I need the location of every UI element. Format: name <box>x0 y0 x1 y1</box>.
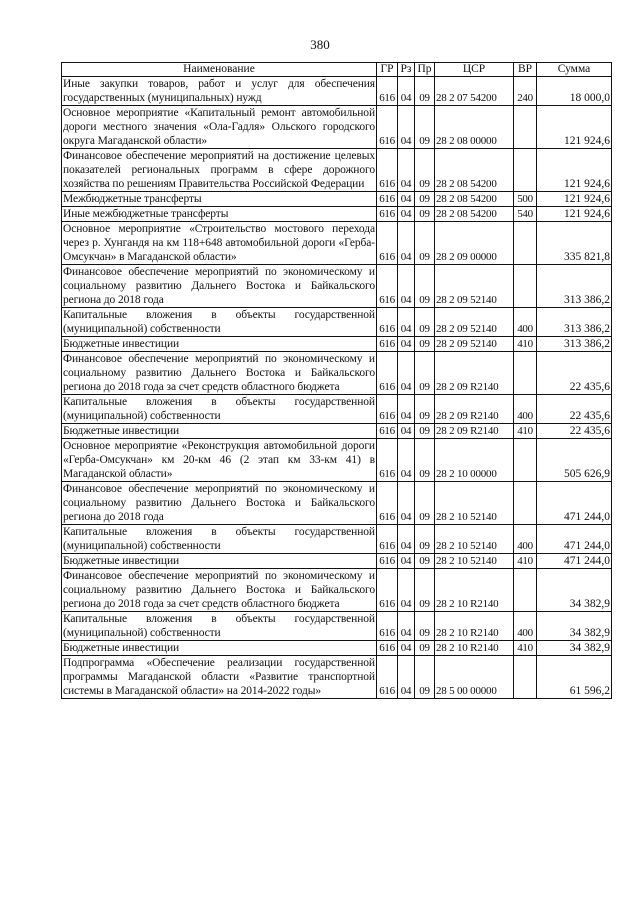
cell-name: Бюджетные инвестиции <box>62 424 377 439</box>
table-row <box>62 612 612 641</box>
budget-table <box>61 62 612 699</box>
cell-rz: 04 <box>398 395 415 424</box>
cell-gr: 616 <box>377 641 398 656</box>
cell-sum: 471 244,0 <box>537 525 612 554</box>
cell-name: Финансовое обеспечение мероприятий по экономическому и социальному развитию Дальнего Востока и Байкальского региона до 2018 года <box>63 483 375 523</box>
cell-vr <box>514 439 537 482</box>
cell-pr: 09 <box>415 641 435 656</box>
cell-vr <box>514 265 537 308</box>
table-row <box>62 265 612 308</box>
cell-sum: 471 244,0 <box>537 554 612 569</box>
cell-gr: 616 <box>377 352 398 395</box>
cell-sum: 313 386,2 <box>537 308 612 337</box>
cell-name: Капитальные вложения в объекты государственной (муниципальной) собственности <box>63 613 375 639</box>
cell-name: Финансовое обеспечение мероприятий на достижение целевых показателей региональных программ в сфере дорожного хозяйства по решениям Правительства Российской Федерации <box>63 150 375 190</box>
cell-sum: 121 924,6 <box>537 106 612 149</box>
cell-csr: 28 5 00 00000 <box>435 656 514 699</box>
cell-rz: 04 <box>398 656 415 699</box>
cell-pr: 09 <box>415 569 435 612</box>
cell-gr: 616 <box>377 308 398 337</box>
cell-pr: 09 <box>415 424 435 439</box>
table-body <box>62 77 612 699</box>
cell-name: Финансовое обеспечение мероприятий по экономическому и социальному развитию Дальнего Востока и Байкальского региона до 2018 года за счет средств областного бюджета <box>63 353 375 393</box>
cell-vr <box>514 656 537 699</box>
cell-pr: 09 <box>415 656 435 699</box>
cell-pr: 09 <box>415 149 435 192</box>
table-row <box>62 77 612 106</box>
cell-vr: 240 <box>514 77 537 106</box>
cell-csr: 28 2 09 00000 <box>435 222 514 265</box>
cell-csr: 28 2 10 52140 <box>435 482 514 525</box>
cell-rz: 04 <box>398 612 415 641</box>
cell-rz: 04 <box>398 308 415 337</box>
cell-rz: 04 <box>398 222 415 265</box>
cell-sum: 18 000,0 <box>537 77 612 106</box>
cell-name: Капитальные вложения в объекты государственной (муниципальной) собственности <box>63 526 375 552</box>
cell-csr: 28 2 09 R2140 <box>435 395 514 424</box>
table-row <box>62 192 612 207</box>
cell-pr: 09 <box>415 207 435 222</box>
table-row <box>62 554 612 569</box>
cell-sum: 121 924,6 <box>537 192 612 207</box>
cell-gr: 616 <box>377 569 398 612</box>
cell-name: Основное мероприятие «Реконструкция автомобильной дороги «Герба-Омсукчан» км 20-км 46 (2 этап км 33-км 41) в Магаданской области» <box>63 440 375 480</box>
cell-csr: 28 2 07 54200 <box>435 77 514 106</box>
cell-pr: 09 <box>415 192 435 207</box>
table-row <box>62 569 612 612</box>
cell-vr: 410 <box>514 337 537 352</box>
cell-pr: 09 <box>415 395 435 424</box>
cell-gr: 616 <box>377 149 398 192</box>
cell-vr: 410 <box>514 424 537 439</box>
cell-vr <box>514 482 537 525</box>
cell-pr: 09 <box>415 106 435 149</box>
cell-csr: 28 2 09 52140 <box>435 308 514 337</box>
cell-gr: 616 <box>377 265 398 308</box>
cell-sum: 121 924,6 <box>537 149 612 192</box>
cell-vr <box>514 222 537 265</box>
cell-rz: 04 <box>398 77 415 106</box>
cell-csr: 28 2 10 R2140 <box>435 569 514 612</box>
cell-vr <box>514 569 537 612</box>
cell-csr: 28 2 08 54200 <box>435 149 514 192</box>
table-row <box>62 424 612 439</box>
cell-name: Финансовое обеспечение мероприятий по экономическому и социальному развитию Дальнего Востока и Байкальского региона до 2018 года за счет средств областного бюджета <box>63 570 375 610</box>
cell-name: Бюджетные инвестиции <box>62 337 377 352</box>
cell-sum: 335 821,8 <box>537 222 612 265</box>
cell-name: Финансовое обеспечение мероприятий по экономическому и социальному развитию Дальнего Востока и Байкальского региона до 2018 года <box>63 266 375 306</box>
cell-vr: 410 <box>514 554 537 569</box>
table-row <box>62 352 612 395</box>
table-row <box>62 222 612 265</box>
cell-rz: 04 <box>398 265 415 308</box>
cell-sum: 505 626,9 <box>537 439 612 482</box>
cell-pr: 09 <box>415 352 435 395</box>
cell-vr <box>514 106 537 149</box>
cell-sum: 22 435,6 <box>537 352 612 395</box>
cell-sum: 34 382,9 <box>537 641 612 656</box>
cell-gr: 616 <box>377 612 398 641</box>
cell-rz: 04 <box>398 337 415 352</box>
header-rz: Рз <box>398 63 415 77</box>
cell-sum: 313 386,2 <box>537 265 612 308</box>
table-row <box>62 308 612 337</box>
cell-vr: 540 <box>514 207 537 222</box>
cell-csr: 28 2 10 R2140 <box>435 612 514 641</box>
cell-pr: 09 <box>415 612 435 641</box>
table-row <box>62 207 612 222</box>
cell-name: Основное мероприятие «Капитальный ремонт автомобильной дороги местного значения «Ола-Гадля» Ольского городского округа Магаданской области» <box>63 107 375 147</box>
cell-csr: 28 2 09 R2140 <box>435 424 514 439</box>
cell-name: Межбюджетные трансферты <box>62 192 377 207</box>
cell-sum: 61 596,2 <box>537 656 612 699</box>
cell-vr: 500 <box>514 192 537 207</box>
header-vr: ВР <box>514 63 537 77</box>
header-pr: Пр <box>415 63 435 77</box>
cell-pr: 09 <box>415 337 435 352</box>
cell-vr: 400 <box>514 395 537 424</box>
cell-pr: 09 <box>415 308 435 337</box>
cell-gr: 616 <box>377 656 398 699</box>
cell-csr: 28 2 10 52140 <box>435 525 514 554</box>
cell-gr: 616 <box>377 207 398 222</box>
table-row <box>62 106 612 149</box>
table-header-row <box>62 63 612 77</box>
cell-rz: 04 <box>398 525 415 554</box>
cell-pr: 09 <box>415 222 435 265</box>
table-row <box>62 482 612 525</box>
cell-csr: 28 2 09 R2140 <box>435 352 514 395</box>
cell-name: Иные межбюджетные трансферты <box>62 207 377 222</box>
table-row <box>62 641 612 656</box>
cell-gr: 616 <box>377 439 398 482</box>
cell-gr: 616 <box>377 482 398 525</box>
cell-vr <box>514 149 537 192</box>
cell-rz: 04 <box>398 149 415 192</box>
cell-sum: 22 435,6 <box>537 395 612 424</box>
cell-csr: 28 2 10 00000 <box>435 439 514 482</box>
cell-pr: 09 <box>415 482 435 525</box>
cell-rz: 04 <box>398 482 415 525</box>
cell-rz: 04 <box>398 352 415 395</box>
cell-vr: 410 <box>514 641 537 656</box>
cell-rz: 04 <box>398 192 415 207</box>
cell-name: Подпрограмма «Обеспечение реализации государственной программы Магаданской области «Развитие транспортной системы в Магаданской области» на 2014-2022 годы» <box>63 657 375 697</box>
cell-pr: 09 <box>415 439 435 482</box>
cell-gr: 616 <box>377 192 398 207</box>
cell-csr: 28 2 10 R2140 <box>435 641 514 656</box>
cell-gr: 616 <box>377 337 398 352</box>
table-row <box>62 395 612 424</box>
cell-sum: 313 386,2 <box>537 337 612 352</box>
table-row <box>62 337 612 352</box>
cell-vr <box>514 352 537 395</box>
cell-gr: 616 <box>377 106 398 149</box>
header-name: Наименование <box>62 63 377 77</box>
header-csr: ЦСР <box>435 63 514 77</box>
page-number: 380 <box>310 37 330 52</box>
cell-vr: 400 <box>514 525 537 554</box>
cell-rz: 04 <box>398 424 415 439</box>
cell-sum: 121 924,6 <box>537 207 612 222</box>
cell-sum: 22 435,6 <box>537 424 612 439</box>
cell-pr: 09 <box>415 265 435 308</box>
cell-sum: 471 244,0 <box>537 482 612 525</box>
table-row <box>62 525 612 554</box>
cell-vr: 400 <box>514 308 537 337</box>
cell-csr: 28 2 09 52140 <box>435 265 514 308</box>
cell-gr: 616 <box>377 525 398 554</box>
cell-vr: 400 <box>514 612 537 641</box>
cell-name: Бюджетные инвестиции <box>62 554 377 569</box>
table-row <box>62 149 612 192</box>
header-sum: Сумма <box>537 63 612 77</box>
cell-rz: 04 <box>398 439 415 482</box>
cell-csr: 28 2 08 00000 <box>435 106 514 149</box>
cell-pr: 09 <box>415 554 435 569</box>
cell-gr: 616 <box>377 554 398 569</box>
cell-pr: 09 <box>415 525 435 554</box>
cell-csr: 28 2 09 52140 <box>435 337 514 352</box>
cell-gr: 616 <box>377 77 398 106</box>
cell-sum: 34 382,9 <box>537 569 612 612</box>
cell-rz: 04 <box>398 641 415 656</box>
cell-pr: 09 <box>415 77 435 106</box>
cell-name: Бюджетные инвестиции <box>62 641 377 656</box>
cell-rz: 04 <box>398 106 415 149</box>
cell-rz: 04 <box>398 569 415 612</box>
cell-name: Иные закупки товаров, работ и услуг для обеспечения государственных (муниципальных) нужд <box>63 78 375 104</box>
cell-gr: 616 <box>377 395 398 424</box>
cell-gr: 616 <box>377 222 398 265</box>
cell-name: Основное мероприятие «Строительство мостового перехода через р. Хунгандя на км 118+648 автомобильной дороги «Герба-Омсукчан» в Магаданской области» <box>63 223 375 263</box>
cell-name: Капитальные вложения в объекты государственной (муниципальной) собственности <box>63 309 375 335</box>
cell-gr: 616 <box>377 424 398 439</box>
cell-csr: 28 2 08 54200 <box>435 192 514 207</box>
cell-sum: 34 382,9 <box>537 612 612 641</box>
cell-rz: 04 <box>398 207 415 222</box>
table-row <box>62 439 612 482</box>
table-row <box>62 656 612 699</box>
header-gr: ГР <box>377 63 398 77</box>
cell-rz: 04 <box>398 554 415 569</box>
cell-csr: 28 2 08 54200 <box>435 207 514 222</box>
cell-csr: 28 2 10 52140 <box>435 554 514 569</box>
cell-name: Капитальные вложения в объекты государственной (муниципальной) собственности <box>63 396 375 422</box>
